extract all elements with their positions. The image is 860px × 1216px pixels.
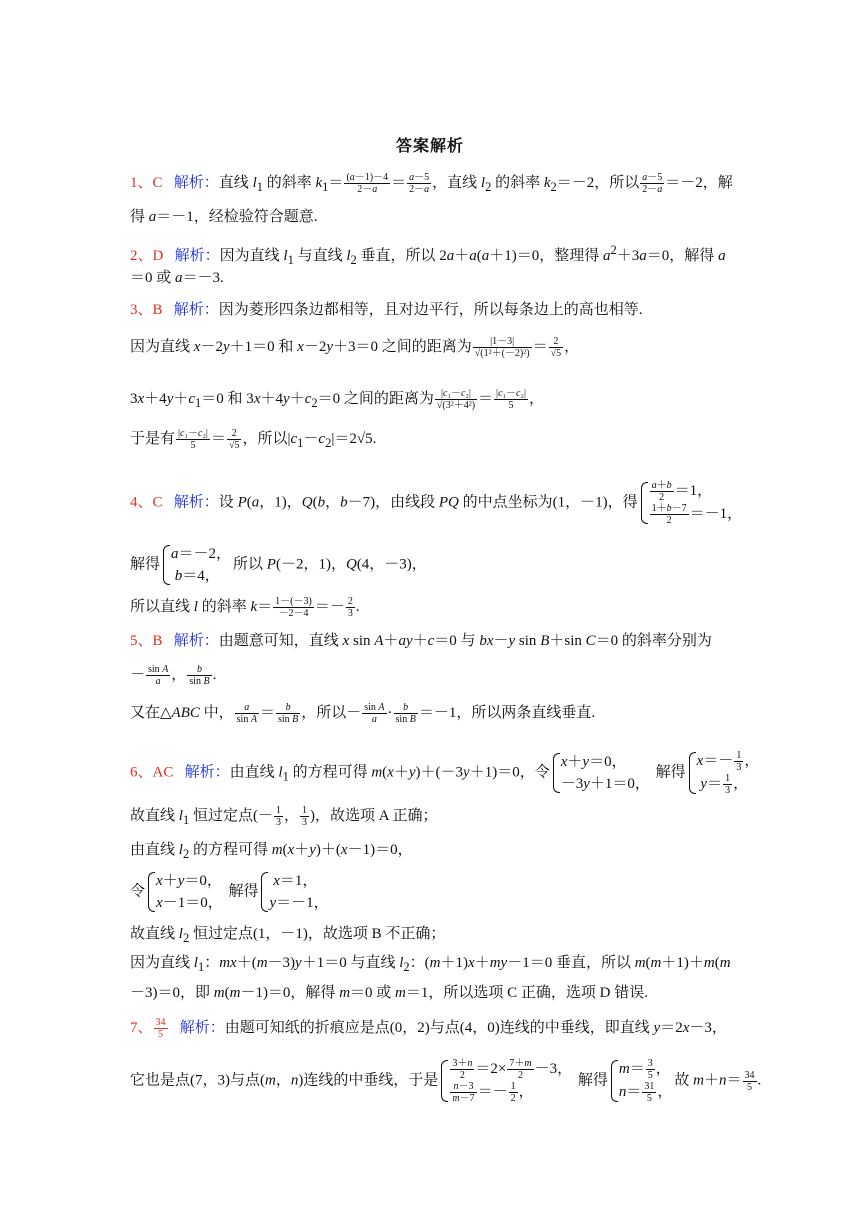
answer-1-line-1: 1、C 解析：直线 $l_1$ 的斜率 $k_1=$ $\frac{(a-1)-4}{2-a}$ ＝ $\frac{a-5}{2-a}$ ，直线 $l_2$ 的斜率 $k_2=-2$，所以 $\frac{a-5}{2-a}$ ＝－2，解: [130, 172, 733, 195]
item-label: 解析：: [173, 302, 219, 318]
item-answer: D: [152, 248, 164, 264]
item-number: 1、: [130, 174, 153, 191]
answer-6-line-5: 故直线 $l_2$ 恒过定点(1，－1)，故选项 B 不正确；: [130, 926, 446, 945]
answer-3-line-4: 于是有 $\frac{\text{|c₁－c₂|}}{5}$ ＝ $\frac{2}{√5}$ ，所以$|c_1-c_2|=2√5$.: [130, 428, 377, 451]
item-answer: $\frac{34}{5}$: [155, 1017, 166, 1040]
item-number: 4、: [130, 494, 153, 511]
item-answer: C: [152, 494, 163, 511]
answer-7-line-2: 它也是点(7，3)与点(m，n)连线的中垂线，于是 $\frac{3+n}{2}$ ＝2× $\frac{7+m}{2}$ －3， $\frac{n-3}{m-7}$ ＝－ $\frac{1}{2}$ ， 解得 m＝ $\frac{3}{5}$ ， n＝ $\frac{31}{5}$ ， 故 m＋n＝ $\frac{34}{5}$ .: [130, 1058, 762, 1105]
item-answer: B: [152, 302, 163, 318]
answer-2-line-2: ＝0 或 a＝－3.: [130, 270, 224, 286]
answer-6-line-6: 因为直线 $l_1$：mx＋(m－3)y＋1＝0 与直线 $l_2$：(m＋1)x＋my－1＝0 垂直，所以 m(m＋1)＋m(m: [130, 955, 731, 974]
answer-6-line-7: －3)＝0，即 m(m－1)＝0，解得 m＝0 或 m＝1，所以选项 C 正确，选项 D 错误.: [130, 985, 648, 1001]
page-title: 答案解析: [395, 138, 464, 155]
item-label: 解析：: [173, 494, 219, 511]
answer-6-line-1: 6、AC 解析：由直线 $l_1$ 的方程可得 m(x＋y)＋(－3y＋1)＝0，令 x＋y＝0， －3y＋1＝0， 解得 x＝－ $\frac{1}{3}$ ， y＝ $\frac{1}{3}$ ，: [130, 750, 760, 797]
item-label: 解析：: [173, 174, 219, 191]
answer-5-line-3: 又在△ABC 中， $\frac{a}{\text{sin A}}$ ＝ $\frac{b}{\text{sin B}}$ ，所以－ $\frac{\text{sin A}}{a}$ · $\frac{b}{\text{sin B}}$ ＝－1，所以两条直线垂直.: [130, 702, 596, 725]
item-label: 解析：: [174, 248, 220, 264]
item-answer: AC: [152, 764, 174, 781]
answer-5-line-1: 5、B 解析：由题意可知，直线 x sin A＋ay＋c＝0 与 bx－y sin B＋sin C＝0 的斜率分别为: [130, 633, 712, 649]
answer-4-line-3: 所以直线 l 的斜率 k＝ $\frac{1-(-3)}{-2-4}$ ＝－ $\frac{2}{3}$ .: [130, 596, 360, 619]
answer-4-line-2: 解得 a＝－2， b＝4， 所以 P(－2，1)，Q(4，－3)，: [130, 543, 730, 587]
answer-3-line-1: 3、B 解析：因为菱形四条边都相等，且对边平行，所以每条边上的高也相等.: [130, 302, 643, 318]
answer-7-line-1: 7、 $\frac{34}{5}$ 解析：由题可知纸的折痕应是点(0，2)与点(4，0)连线的中垂线，即直线 y＝2x－3，: [130, 1017, 727, 1040]
item-number: 6、: [130, 764, 153, 781]
item-answer: B: [152, 633, 163, 649]
item-label: 解析：: [179, 1019, 225, 1036]
answer-6-line-3: 由直线 $l_2$ 的方程可得 m(x＋y)＋(x－1)＝0，: [130, 842, 413, 861]
item-number: 3、: [130, 302, 153, 318]
item-number: 2、: [130, 248, 153, 264]
answer-6-line-4: 令 x＋y＝0， x－1＝0， 解得 x＝1， y＝－1，: [130, 870, 730, 914]
item-answer: C: [152, 174, 163, 191]
answer-4-line-1: 4、C 解析：设 P(a，1)，Q(b，b－7)，由线段 PQ 的中点坐标为(1，－1)，得 $\frac{a+b}{2}$ ＝1， $\frac{1+b-7}{2}$ ＝－1，: [130, 480, 743, 527]
answer-1-line-2: 得 a＝－1，经检验符合题意.: [130, 209, 318, 225]
answer-5-line-2: － $\frac{\text{sin A}}{a}$ ， $\frac{b}{\text{sin B}}$ .: [130, 664, 217, 687]
answer-3-line-3: $3x+4y+c_1=0$ 和 $3x+4y+c_2=0$ 之间的距离为 $\frac{\text{|c₁－c₂|}}{\text{√(3²＋4²)}}$ ＝ $\frac{\text{|c₁－c₂|}}{5}$ ，: [130, 388, 544, 411]
answer-6-line-2: 故直线 $l_1$ 恒过定点(－ $\frac{1}{3}$ ， $\frac{1}{3}$ )，故选项 A 正确；: [130, 805, 438, 828]
item-label: 解析：: [184, 764, 230, 781]
item-number: 5、: [130, 633, 153, 649]
answer-2-line-1: 2、D 解析：因为直线 $l_1$ 与直线 $l_2$ 垂直，所以 2a＋a(a＋1)＝0，整理得 $a^2+3a=0$，解得 a: [130, 243, 726, 267]
item-number: 7、: [130, 1019, 153, 1036]
answer-3-line-2: 因为直线 x－2y＋1＝0 和 x－2y＋3＝0 之间的距离为 $\frac{|1-3|}{\text{√(1²＋(－2)²)}}$ ＝ $\frac{2}{√5}$ ，: [130, 336, 580, 359]
item-label: 解析：: [173, 633, 219, 649]
